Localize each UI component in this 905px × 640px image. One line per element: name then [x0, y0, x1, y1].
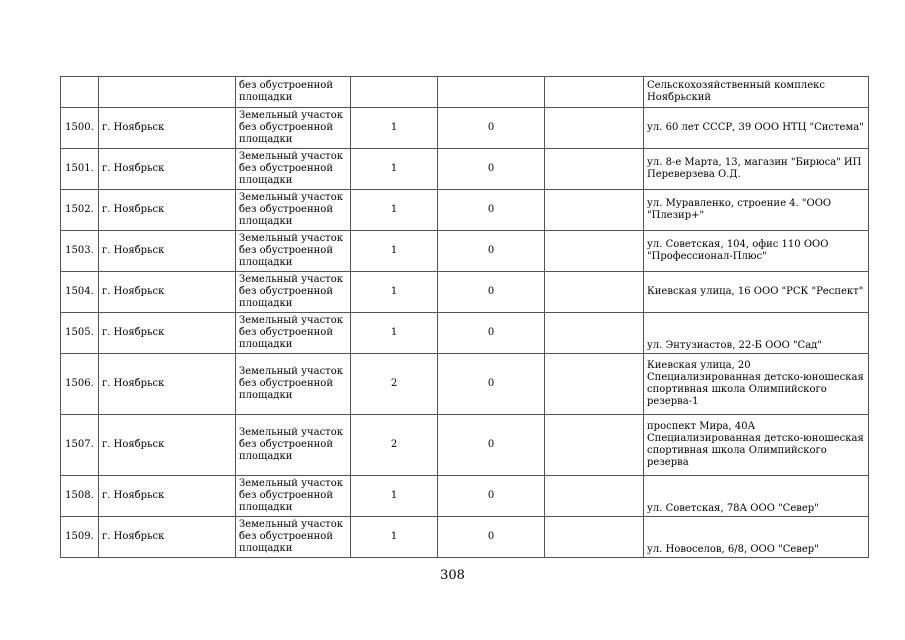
site-type-cell: Земельный участок без обустроенной площадки [236, 108, 351, 149]
site-type-cell: Земельный участок без обустроенной площадки [236, 190, 351, 231]
city-cell: г. Ноябрьск [99, 108, 236, 149]
second-count-cell: 0 [438, 272, 545, 313]
row-number: 1508. [61, 476, 99, 517]
address-cell: ул. 8-е Марта, 13, магазин "Бирюса" ИП Переверзева О.Д. [644, 149, 869, 190]
count-cell: 2 [351, 354, 438, 415]
row-number: 1507. [61, 415, 99, 476]
city-cell: г. Ноябрьск [99, 190, 236, 231]
row-number: 1504. [61, 272, 99, 313]
address-cell: Киевская улица, 20 Специализированная детско-юношеская спортивная школа Олимпийского резерва-1 [644, 354, 869, 415]
site-type-cell: Земельный участок без обустроенной площадки [236, 476, 351, 517]
table-row [61, 517, 869, 558]
table-row [61, 231, 869, 272]
count-cell: 1 [351, 149, 438, 190]
empty-cell [545, 77, 644, 108]
city-cell [99, 77, 236, 108]
count-cell: 1 [351, 476, 438, 517]
city-cell: г. Ноябрьск [99, 476, 236, 517]
second-count-cell: 0 [438, 354, 545, 415]
city-cell: г. Ноябрьск [99, 231, 236, 272]
address-cell: ул. Советская, 78А ООО "Север" [644, 476, 869, 517]
address-cell: Киевская улица, 16 ООО "РСК "Респект" [644, 272, 869, 313]
count-cell [351, 77, 438, 108]
city-cell: г. Ноябрьск [99, 517, 236, 558]
count-cell: 1 [351, 272, 438, 313]
site-type-cell: Земельный участок без обустроенной площадки [236, 517, 351, 558]
city-cell: г. Ноябрьск [99, 313, 236, 354]
second-count-cell: 0 [438, 476, 545, 517]
second-count-cell: 0 [438, 149, 545, 190]
table-row [61, 77, 869, 108]
address-cell: Сельскохозяйственный комплекс Ноябрьский [644, 77, 869, 108]
empty-cell [545, 476, 644, 517]
row-number [61, 77, 99, 108]
empty-cell [545, 149, 644, 190]
city-cell: г. Ноябрьск [99, 272, 236, 313]
table-row [61, 415, 869, 476]
count-cell: 1 [351, 190, 438, 231]
table-row [61, 313, 869, 354]
second-count-cell: 0 [438, 517, 545, 558]
empty-cell [545, 272, 644, 313]
table-row [61, 149, 869, 190]
second-count-cell: 0 [438, 231, 545, 272]
address-cell: ул. Энтузиастов, 22-Б ООО "Сад" [644, 313, 869, 354]
row-number: 1500. [61, 108, 99, 149]
row-number: 1503. [61, 231, 99, 272]
empty-cell [545, 190, 644, 231]
city-cell: г. Ноябрьск [99, 149, 236, 190]
second-count-cell: 0 [438, 415, 545, 476]
site-type-cell: Земельный участок без обустроенной площадки [236, 231, 351, 272]
table-row [61, 108, 869, 149]
page-number: 308 [440, 568, 465, 583]
site-type-cell: Земельный участок без обустроенной площадки [236, 149, 351, 190]
city-cell: г. Ноябрьск [99, 415, 236, 476]
second-count-cell [438, 77, 545, 108]
empty-cell [545, 354, 644, 415]
site-type-cell: Земельный участок без обустроенной площадки [236, 313, 351, 354]
row-number: 1509. [61, 517, 99, 558]
table-row [61, 190, 869, 231]
count-cell: 1 [351, 517, 438, 558]
row-number: 1506. [61, 354, 99, 415]
empty-cell [545, 313, 644, 354]
address-cell: ул. 60 лет СССР, 39 ООО НТЦ "Система" [644, 108, 869, 149]
count-cell: 1 [351, 231, 438, 272]
second-count-cell: 0 [438, 108, 545, 149]
count-cell: 1 [351, 108, 438, 149]
address-cell: ул. Новоселов, 6/8, ООО "Север" [644, 517, 869, 558]
registry-table [60, 76, 869, 558]
empty-cell [545, 108, 644, 149]
address-cell: ул. Советская, 104, офис 110 ООО "Профессионал-Плюс" [644, 231, 869, 272]
row-number: 1505. [61, 313, 99, 354]
site-type-cell: без обустроенной площадки [236, 77, 351, 108]
table-row [61, 272, 869, 313]
table-row [61, 476, 869, 517]
address-cell: ул. Муравленко, строение 4. "ООО "Плезир+" [644, 190, 869, 231]
second-count-cell: 0 [438, 313, 545, 354]
row-number: 1501. [61, 149, 99, 190]
count-cell: 1 [351, 313, 438, 354]
second-count-cell: 0 [438, 190, 545, 231]
empty-cell [545, 231, 644, 272]
city-cell: г. Ноябрьск [99, 354, 236, 415]
table-row [61, 354, 869, 415]
site-type-cell: Земельный участок без обустроенной площадки [236, 272, 351, 313]
empty-cell [545, 415, 644, 476]
address-cell: проспект Мира, 40А Специализированная детско-юношеская спортивная школа Олимпийского резерва [644, 415, 869, 476]
row-number: 1502. [61, 190, 99, 231]
site-type-cell: Земельный участок без обустроенной площадки [236, 415, 351, 476]
count-cell: 2 [351, 415, 438, 476]
empty-cell [545, 517, 644, 558]
site-type-cell: Земельный участок без обустроенной площадки [236, 354, 351, 415]
